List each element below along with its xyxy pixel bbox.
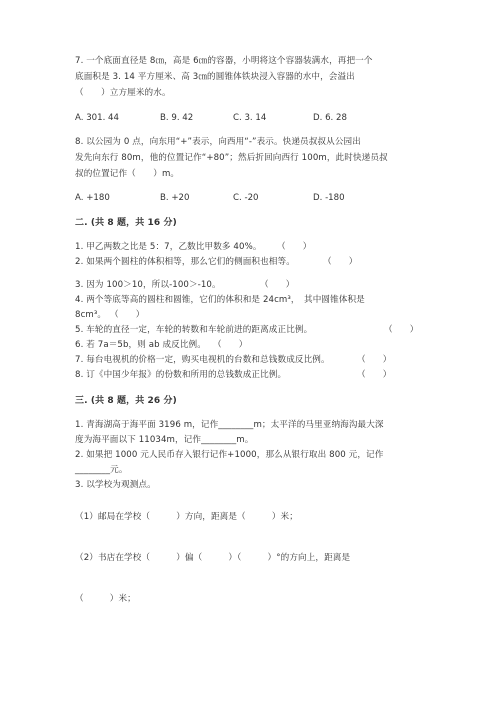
s2-item-8: 8. 订《中国少年报》的份数和所用的总钱数成正比例。: [75, 370, 287, 380]
q8-option-d: D. -180: [313, 193, 345, 203]
q8-line-2: 发先向东行 80m，他的位置记作“+80”；然后折回向西行 100m，此时快递员叔: [75, 153, 388, 163]
s3-q3-sub-1: （1）邮局在学校（ ）方向，距离是（ ）米；: [75, 512, 298, 522]
q7-line-1: 7. 一个底面直径是 8㎝，高是 6㎝的容器，小明将这个容器装满水，再把一个: [75, 56, 373, 66]
q7-option-a: A. 301. 44: [75, 113, 119, 123]
s3-q2-line-1: 2. 如果把 1000 元人民币存入银行记作+1000，那么从银行取出 800 元，记作: [75, 450, 384, 460]
s2-item-2: 2. 如果两个圆柱的体积相等，那么它们的侧面积也相等。: [75, 257, 295, 267]
s2-item-3: 3. 因为 100＞10，所以-100＞-10。: [75, 280, 221, 290]
q8-option-c: C. -20: [233, 193, 259, 203]
q7-option-c: C. 3. 14: [233, 113, 267, 123]
s2-item-4: 4. 两个等底等高的圆柱和圆锥，它们的体积和是 24cm³， 其中圆锥体积是: [75, 295, 365, 305]
q7-option-b: B. 9. 42: [160, 113, 194, 123]
s3-q3-sub-2: （2）书店在学校（ ）偏（ ）（ ）°的方向上，距离是: [75, 553, 351, 563]
s2-item-8-answer: （ ）: [357, 370, 392, 380]
s3-q1-line-1: 1. 青海湖高于海平面 3196 m，记作________m；太平洋的马里亚纳海沟最大深: [75, 420, 384, 430]
s3-q3-line-1: 3. 以学校为观测点。: [75, 480, 156, 490]
s2-item-6-answer: （ ）: [213, 340, 248, 350]
q8-line-3: 叔的位置记作（ ）m。: [75, 169, 180, 179]
s2-item-6: 6. 若 7a＝5b，则 ab 成反比例。: [75, 340, 206, 350]
q7-line-3: （ ）立方厘米的水。: [75, 88, 171, 98]
q7-line-2: 底面积是 3. 14 平方厘米、高 3㎝的圆锥体铁块浸入容器的水中，会溢出: [75, 72, 355, 82]
q8-option-b: B. +20: [160, 193, 190, 203]
s2-item-2-answer: （ ）: [323, 257, 358, 267]
s2-item-7: 7. 每台电视机的价格一定，购买电视机的台数和总钱数成反比例。: [75, 355, 330, 365]
q8-line-1: 8. 以公园为 0 点，向东用“+”表示，向西用“-”表示。快递员叔叔从公园出: [75, 137, 361, 147]
s3-q3-sub-3: （ ）米；: [75, 594, 136, 604]
s2-item-1-answer: （ ）: [277, 242, 312, 252]
s2-item-4-cont: 8cm³。: [75, 310, 107, 320]
s2-item-1: 1. 甲乙两数之比是 5：7，乙数比甲数多 40%。: [75, 242, 262, 252]
s2-item-4-answer: （ ）: [110, 310, 145, 320]
s2-item-7-answer: （ ）: [357, 355, 392, 365]
q8-option-a: A. +180: [75, 193, 110, 203]
s3-q1-line-2: 度为海平面以下 11034m，记作________m。: [75, 435, 254, 445]
s2-item-3-answer: （ ）: [260, 280, 295, 290]
s2-item-5: 5. 车轮的直径一定，车轮的转数和车轮前进的距离成正比例。: [75, 325, 313, 335]
section-2-title: 二. (共 8 题，共 16 分): [75, 218, 177, 228]
s2-item-5-answer: （ ）: [384, 325, 419, 335]
section-3-title: 三. (共 8 题，共 26 分): [75, 396, 177, 406]
s3-q2-line-2: ________元。: [75, 465, 128, 475]
q7-option-d: D. 6. 28: [313, 113, 347, 123]
